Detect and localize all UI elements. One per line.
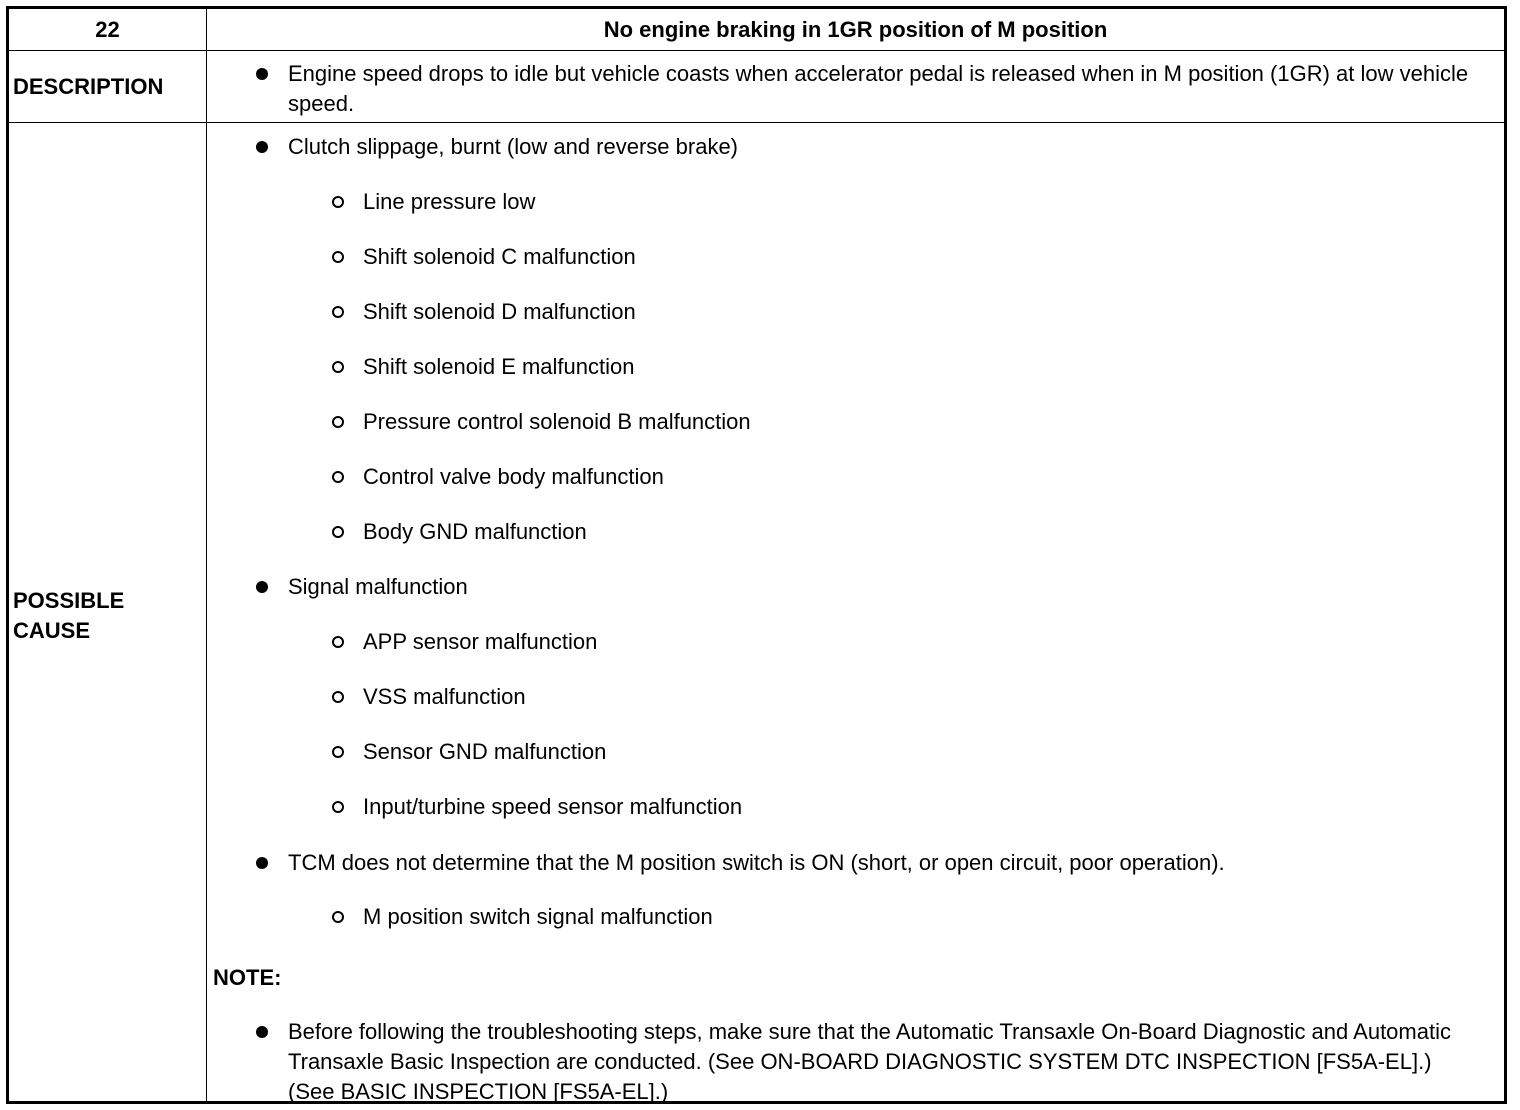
cause-group-signal: Signal malfunction bbox=[288, 574, 468, 599]
cause-subitem: APP sensor malfunction bbox=[363, 629, 598, 654]
page-title: No engine braking in 1GR position of M position bbox=[603, 16, 1108, 42]
description-label: DESCRIPTION bbox=[13, 74, 164, 99]
cause-subitem: Shift solenoid D malfunction bbox=[363, 299, 636, 324]
note-label: NOTE: bbox=[213, 965, 282, 990]
cause-subitem: Pressure control solenoid B malfunction bbox=[363, 409, 751, 434]
sub-bullet-icon bbox=[332, 196, 344, 208]
bullet-icon bbox=[256, 1026, 268, 1038]
header-number-cell bbox=[9, 9, 207, 50]
possible-cause-label: POSSIBLE CAUSE bbox=[13, 588, 125, 643]
sub-bullet-icon bbox=[332, 416, 344, 428]
possible-cause-content-cell bbox=[207, 123, 1504, 1104]
sub-bullet-icon bbox=[332, 801, 344, 813]
sub-bullet-icon bbox=[332, 526, 344, 538]
cause-subitem: Control valve body malfunction bbox=[363, 464, 664, 489]
cause-subitem: Input/turbine speed sensor malfunction bbox=[363, 794, 743, 819]
troubleshooting-table bbox=[6, 6, 1507, 1104]
note-item: Before following the troubleshooting steps, make sure that the Automatic Transaxle On-Board Diagnostic and Automatic Transaxle Basic Inspection are conducted. (See ON-BOARD DIAGNOSTIC SYSTEM DTC INSPECTION [FS5A-EL].) (See BASIC INSPECTION [FS5A-EL].) bbox=[288, 1019, 1451, 1104]
sub-bullet-icon bbox=[332, 306, 344, 318]
bullet-icon bbox=[256, 68, 268, 80]
description-label-cell bbox=[9, 51, 207, 122]
description-row bbox=[9, 51, 1504, 123]
header-title-cell bbox=[207, 9, 1504, 50]
sub-bullet-icon bbox=[332, 911, 344, 923]
cause-group-clutch: Clutch slippage, burnt (low and reverse brake) bbox=[288, 134, 739, 159]
bullet-icon bbox=[256, 857, 268, 869]
item-number: 22 bbox=[95, 16, 120, 42]
sub-bullet-icon bbox=[332, 746, 344, 758]
sub-bullet-icon bbox=[332, 251, 344, 263]
cause-subitem: Shift solenoid E malfunction bbox=[363, 354, 635, 379]
possible-cause-label-cell bbox=[9, 123, 207, 1101]
header-row bbox=[9, 9, 1504, 51]
sub-bullet-icon bbox=[332, 471, 344, 483]
bullet-icon bbox=[256, 581, 268, 593]
cause-subitem: VSS malfunction bbox=[363, 684, 526, 709]
bullet-icon bbox=[256, 141, 268, 153]
cause-subitem: M position switch signal malfunction bbox=[363, 904, 713, 929]
description-content-cell bbox=[207, 51, 1504, 122]
cause-group-tcm: TCM does not determine that the M position switch is ON (short, or open circuit, poor operation). bbox=[288, 850, 1225, 875]
possible-cause-row bbox=[9, 123, 1504, 1104]
sub-bullet-icon bbox=[332, 361, 344, 373]
cause-subitem: Line pressure low bbox=[363, 189, 536, 214]
sub-bullet-icon bbox=[332, 691, 344, 703]
cause-subitem: Body GND malfunction bbox=[363, 519, 587, 544]
cause-subitem: Shift solenoid C malfunction bbox=[363, 244, 636, 269]
cause-subitem: Sensor GND malfunction bbox=[363, 739, 607, 764]
sub-bullet-icon bbox=[332, 636, 344, 648]
description-item: Engine speed drops to idle but vehicle coasts when accelerator pedal is released when in M position (1GR) at low vehicle speed. bbox=[288, 61, 1469, 116]
